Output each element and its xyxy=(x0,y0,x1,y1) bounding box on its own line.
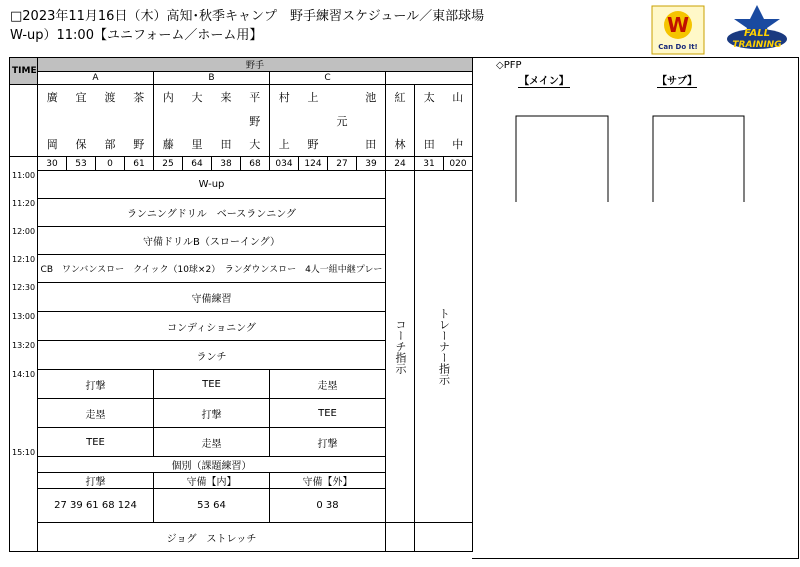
player-14-name-mid xyxy=(444,109,473,133)
rotation-1-b: TEE xyxy=(154,370,270,399)
player-7-name-mid: 野 xyxy=(249,114,261,128)
player-3-number: 61 xyxy=(125,157,154,171)
player-4-name-bottom: 藤 xyxy=(154,133,183,157)
player-2-name-mid xyxy=(96,109,125,133)
team-logo-graphic xyxy=(651,5,705,55)
player-10-name-top xyxy=(328,85,357,109)
player-2-name-top: 渡 xyxy=(96,85,125,109)
fielder-header: 野手 xyxy=(38,58,473,72)
pfp-title: ◇PFP xyxy=(496,60,522,71)
player-1-name-bottom: 保 xyxy=(67,133,96,157)
player-3-name-bottom: 野 xyxy=(125,133,154,157)
trainer-column xyxy=(415,171,473,523)
player-12-name-bottom: 林 xyxy=(386,133,415,157)
player-9-name-top: 上 xyxy=(299,85,328,109)
time-blank xyxy=(10,85,38,157)
activity-wup: W-up xyxy=(38,171,386,199)
activity-defense-drill: 守備ドリルB（スローイング） xyxy=(38,227,386,255)
player-14-name-bottom: 中 xyxy=(444,133,473,157)
player-4-number: 25 xyxy=(154,157,183,171)
time-1410: 14:10 xyxy=(10,370,38,399)
player-4-name-top: 内 xyxy=(154,85,183,109)
coach-column xyxy=(386,171,415,523)
player-0-name-mid xyxy=(38,109,67,133)
page-subtitle: W-up）11:00【ユニフォーム／ホーム用】 xyxy=(10,28,263,43)
player-0-number: 30 xyxy=(38,157,67,171)
activity-jog: ジョグ ストレッチ xyxy=(38,523,386,552)
trainer-column-end xyxy=(415,523,473,552)
fall-training-logo xyxy=(722,3,792,57)
player-14-number: 020 xyxy=(444,157,473,171)
player-9-name-bottom: 野 xyxy=(299,133,328,157)
player-7-name-bottom: 大 xyxy=(241,133,270,157)
individual-infield-players: 53 64 xyxy=(154,489,270,523)
time-1200: 12:00 xyxy=(10,227,38,255)
player-1-name-mid xyxy=(67,109,96,133)
trainer-note: トレーナー指示 xyxy=(437,308,451,385)
group-b-header: B xyxy=(154,72,270,85)
player-13-number: 31 xyxy=(415,157,444,171)
player-11-name-top: 池 xyxy=(357,85,386,109)
player-5-name-bottom: 里 xyxy=(183,133,212,157)
rotation-3-a: TEE xyxy=(38,428,154,457)
player-6-name-mid xyxy=(212,109,241,133)
player-14-name-top: 山 xyxy=(444,85,473,109)
rotation-1-c: 走塁 xyxy=(270,370,386,399)
rotation-2-a: 走塁 xyxy=(38,399,154,428)
individual-batting-players: 27 39 61 68 124 xyxy=(38,489,154,523)
pfp-main-field xyxy=(516,116,608,202)
player-0-name-bottom: 岡 xyxy=(38,133,67,157)
coach-column-end xyxy=(386,523,415,552)
player-12-name-mid xyxy=(386,109,415,133)
player-5-name-mid xyxy=(183,109,212,133)
time-blank-r2 xyxy=(10,399,38,428)
time-1510: 15:10 xyxy=(10,428,38,457)
coach-note: コーチ指示 xyxy=(394,319,407,374)
player-8-number: 034 xyxy=(270,157,299,171)
player-2-name-bottom: 部 xyxy=(96,133,125,157)
player-10-number: 27 xyxy=(328,157,357,171)
logo2-line2: TRAINING xyxy=(732,40,782,50)
individual-head-batting: 打撃 xyxy=(38,473,154,489)
player-7-name-top: 平 xyxy=(241,85,270,109)
player-8-name-bottom: 上 xyxy=(270,133,299,157)
player-6-number: 38 xyxy=(212,157,241,171)
time-1100: 11:00 xyxy=(10,171,38,199)
page-title: □2023年11月16日（木）高知･秋季キャンプ 野手練習スケジュール／東部球場 xyxy=(10,9,485,24)
rotation-3-b: 走塁 xyxy=(154,428,270,457)
player-12-name-top: 紅 xyxy=(386,85,415,109)
player-8-name-top: 村 xyxy=(270,85,299,109)
time-1120: 11:20 xyxy=(10,199,38,227)
pfp-section xyxy=(472,57,799,559)
individual-outfield-players: 0 38 xyxy=(270,489,386,523)
player-6-name-top: 来 xyxy=(212,85,241,109)
player-10-name-bottom xyxy=(328,133,357,157)
player-11-name-mid xyxy=(357,109,386,133)
activity-conditioning: コンディショニング xyxy=(38,312,386,341)
time-blank-ind xyxy=(10,457,38,473)
activity-running: ランニングドリル ベースランニング xyxy=(38,199,386,227)
activity-defense-practice: 守備練習 xyxy=(38,283,386,312)
player-11-name-bottom: 田 xyxy=(357,133,386,157)
fall-training-logo-graphic xyxy=(722,3,792,57)
time-1210: 12:10 xyxy=(10,255,38,283)
time-blank-last xyxy=(10,523,38,552)
player-4-name-mid xyxy=(154,109,183,133)
player-0-name-top: 廣 xyxy=(38,85,67,109)
individual-head-infield: 守備【内】 xyxy=(154,473,270,489)
player-13-name-mid xyxy=(415,109,444,133)
time-blank-ind2 xyxy=(10,473,38,489)
group-other-header xyxy=(386,72,473,85)
rotation-3-c: 打撃 xyxy=(270,428,386,457)
logo1-mark: W xyxy=(666,13,690,37)
player-1-name-top: 宜 xyxy=(67,85,96,109)
rotation-2-c: TEE xyxy=(270,399,386,428)
activity-cb: CB ワンバンスロー クイック（10球×2） ランダウンスロー 4人一組中継プレー xyxy=(38,255,386,283)
player-9-number: 124 xyxy=(299,157,328,171)
rotation-2-b: 打撃 xyxy=(154,399,270,428)
player-10-name-mid: 元 xyxy=(336,114,348,128)
rotation-1-a: 打撃 xyxy=(38,370,154,399)
logo2-line1: FALL xyxy=(743,28,771,39)
time-1230: 12:30 xyxy=(10,283,38,312)
player-5-number: 64 xyxy=(183,157,212,171)
player-13-name-top: 太 xyxy=(415,85,444,109)
time-header: TIME xyxy=(10,58,38,85)
pfp-diagram xyxy=(472,58,798,218)
player-8-name-mid xyxy=(270,109,299,133)
individual-head-outfield: 守備【外】 xyxy=(270,473,386,489)
time-1320: 13:20 xyxy=(10,341,38,370)
player-12-number: 24 xyxy=(386,157,415,171)
team-logo xyxy=(651,5,705,55)
pfp-sub-field xyxy=(653,116,744,202)
time-blank-ind3 xyxy=(10,489,38,523)
time-1300: 13:00 xyxy=(10,312,38,341)
player-11-number: 39 xyxy=(357,157,386,171)
player-3-name-top: 茶 xyxy=(125,85,154,109)
player-2-number: 0 xyxy=(96,157,125,171)
player-1-number: 53 xyxy=(67,157,96,171)
group-c-header: C xyxy=(270,72,386,85)
schedule-table xyxy=(9,57,473,552)
player-5-name-top: 大 xyxy=(183,85,212,109)
player-13-name-bottom: 田 xyxy=(415,133,444,157)
pfp-main-label: 【メイン】 xyxy=(518,72,570,88)
logo1-slogan: Can Do It! xyxy=(658,43,698,51)
player-7-number: 68 xyxy=(241,157,270,171)
activity-lunch: ランチ xyxy=(38,341,386,370)
player-6-name-bottom: 田 xyxy=(212,133,241,157)
player-9-name-mid xyxy=(299,109,328,133)
time-blank-num xyxy=(10,157,38,171)
individual-title: 個別（課題練習） xyxy=(38,457,386,473)
player-3-name-mid xyxy=(125,109,154,133)
pfp-sub-label: 【サブ】 xyxy=(657,72,697,88)
group-a-header: A xyxy=(38,72,154,85)
